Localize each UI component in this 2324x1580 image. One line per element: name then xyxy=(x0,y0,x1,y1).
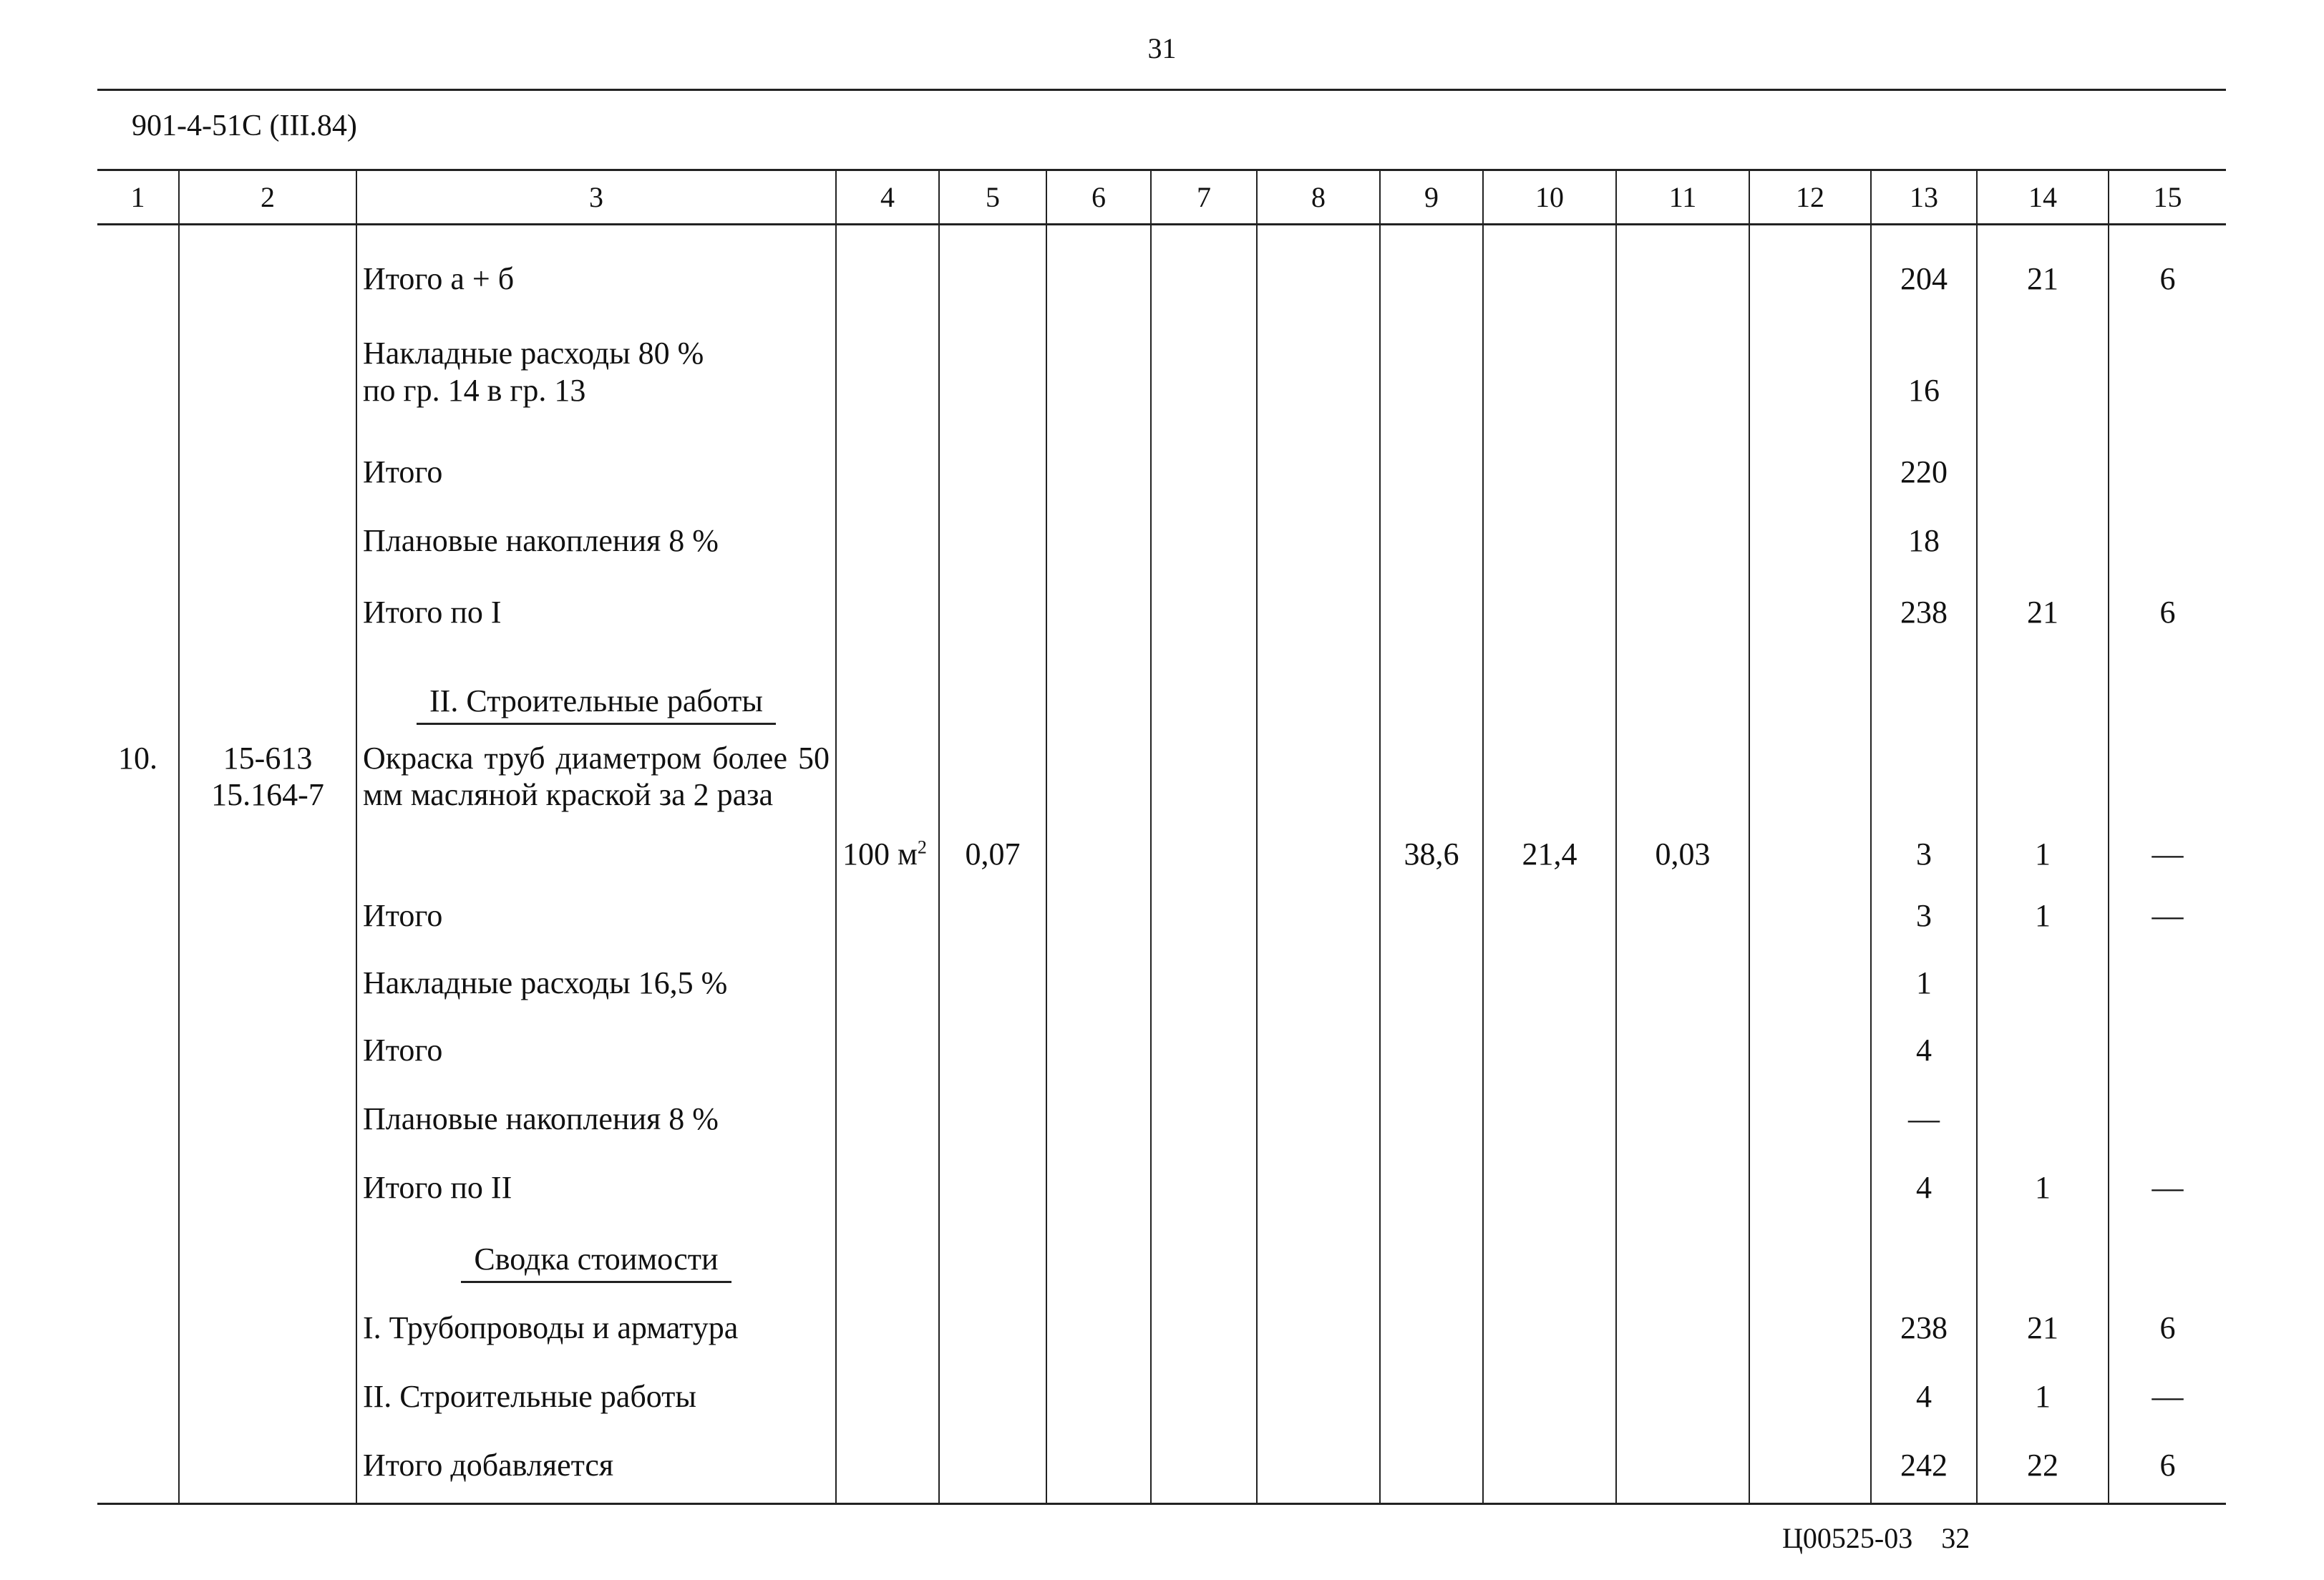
rate-code xyxy=(179,724,356,877)
column-header: 8 xyxy=(1257,170,1380,225)
footer-sheet-number: 32 xyxy=(1941,1522,1970,1554)
row-description-line1: Накладные расходы 80 % xyxy=(363,335,704,371)
cell-col13: 238 xyxy=(1871,564,1977,635)
cell-col13: 242 xyxy=(1871,1420,1977,1504)
column-header: 1 xyxy=(97,170,179,225)
section-heading-row xyxy=(97,635,2226,724)
cell-col9: 38,6 xyxy=(1380,724,1483,877)
row-description: Плановые накопления 8 % xyxy=(356,495,836,564)
cell-col13: 4 xyxy=(1871,1142,1977,1211)
row-description: Накладные расходы 16,5 % xyxy=(356,939,836,1006)
footer-code xyxy=(1782,1521,1970,1555)
column-header: 12 xyxy=(1749,170,1871,225)
row-description: Итого а + б xyxy=(356,225,836,302)
column-header: 3 xyxy=(356,170,836,225)
column-header: 14 xyxy=(1977,170,2109,225)
cell-col13: — xyxy=(1871,1073,1977,1142)
rate-code-line2: 15.164-7 xyxy=(211,777,324,813)
column-header: 15 xyxy=(2109,170,2226,225)
cell-col14: 21 xyxy=(1977,225,2109,302)
cell-col14: 21 xyxy=(1977,564,2109,635)
row-description xyxy=(356,302,836,414)
footer-document-code: Ц00525-03 xyxy=(1782,1522,1913,1554)
cell-col13: 4 xyxy=(1871,1351,1977,1420)
unit-of-measure: 100 $м^2$ xyxy=(836,724,939,877)
document-code: 901-4-51С (III.84) xyxy=(132,109,357,142)
cell-col15: — xyxy=(2109,724,2226,877)
cell-col13: 16 xyxy=(1871,302,1977,414)
section-heading: II. Строительные работы xyxy=(356,635,836,724)
table-row xyxy=(97,495,2226,564)
cell-col13: 238 xyxy=(1871,1282,1977,1351)
table-row xyxy=(97,1420,2226,1504)
table-row xyxy=(97,564,2226,635)
position-number: 10. xyxy=(97,724,179,877)
work-description: Окраска труб диаметром более 50 мм масляной краской за 2 раза xyxy=(356,724,836,877)
row-description: Итого xyxy=(356,414,836,495)
table-row xyxy=(97,939,2226,1006)
cell-col15: 6 xyxy=(2109,225,2226,302)
table-row xyxy=(97,1142,2226,1211)
table-row xyxy=(97,1351,2226,1420)
row-description: Плановые накопления 8 % xyxy=(356,1073,836,1142)
cell-col10: 21,4 xyxy=(1483,724,1616,877)
cell-col15: 6 xyxy=(2109,1282,2226,1351)
cell-col15: — xyxy=(2109,877,2226,939)
cell-col13: 220 xyxy=(1871,414,1977,495)
row-description: Итого по II xyxy=(356,1142,836,1211)
cell-col5: 0,07 xyxy=(939,724,1046,877)
cell-col15: — xyxy=(2109,1142,2226,1211)
column-header: 2 xyxy=(179,170,356,225)
table-row xyxy=(97,225,2226,302)
table-row xyxy=(97,1073,2226,1142)
cell-col13: 204 xyxy=(1871,225,1977,302)
estimate-table xyxy=(97,169,2226,1505)
cell-col14: 22 xyxy=(1977,1420,2109,1504)
page-number: 31 xyxy=(1147,32,1177,64)
column-header: 13 xyxy=(1871,170,1977,225)
table-row xyxy=(97,302,2226,414)
rate-code-line1: 15-613 xyxy=(223,740,313,776)
cell-col13: 18 xyxy=(1871,495,1977,564)
table-row xyxy=(97,1282,2226,1351)
cell-col11: 0,03 xyxy=(1616,724,1749,877)
section-heading-row xyxy=(97,1211,2226,1282)
cell-col13: 3 xyxy=(1871,877,1977,939)
row-description: II. Строительные работы xyxy=(356,1351,836,1420)
cell-col13: 3 xyxy=(1871,724,1977,877)
cell-col14: 1 xyxy=(1977,877,2109,939)
row-description: Итого xyxy=(356,877,836,939)
cell-col15: — xyxy=(2109,1351,2226,1420)
column-header: 9 xyxy=(1380,170,1483,225)
row-description: I. Трубопроводы и арматура xyxy=(356,1282,836,1351)
row-description: Итого добавляется xyxy=(356,1420,836,1504)
top-rule xyxy=(97,89,2226,91)
row-description-line2: по гр. 14 в гр. 13 xyxy=(363,372,586,408)
table-row xyxy=(97,1006,2226,1073)
section-heading: Сводка стоимости xyxy=(356,1211,836,1282)
cell-col14: 1 xyxy=(1977,724,2109,877)
cell-col13: 1 xyxy=(1871,939,1977,1006)
column-header: 5 xyxy=(939,170,1046,225)
column-header: 11 xyxy=(1616,170,1749,225)
column-header: 10 xyxy=(1483,170,1616,225)
column-number-row xyxy=(97,170,2226,225)
cell-col15: 6 xyxy=(2109,564,2226,635)
cell-col14: 1 xyxy=(1977,1142,2109,1211)
cell-col14: 1 xyxy=(1977,1351,2109,1420)
table-row xyxy=(97,877,2226,939)
cell-col14: 21 xyxy=(1977,1282,2109,1351)
column-header: 7 xyxy=(1151,170,1257,225)
table-row xyxy=(97,724,2226,877)
column-header: 4 xyxy=(836,170,939,225)
cell-col15: 6 xyxy=(2109,1420,2226,1504)
row-description: Итого xyxy=(356,1006,836,1073)
cell-col13: 4 xyxy=(1871,1006,1977,1073)
row-description: Итого по I xyxy=(356,564,836,635)
column-header: 6 xyxy=(1046,170,1151,225)
table-row xyxy=(97,414,2226,495)
